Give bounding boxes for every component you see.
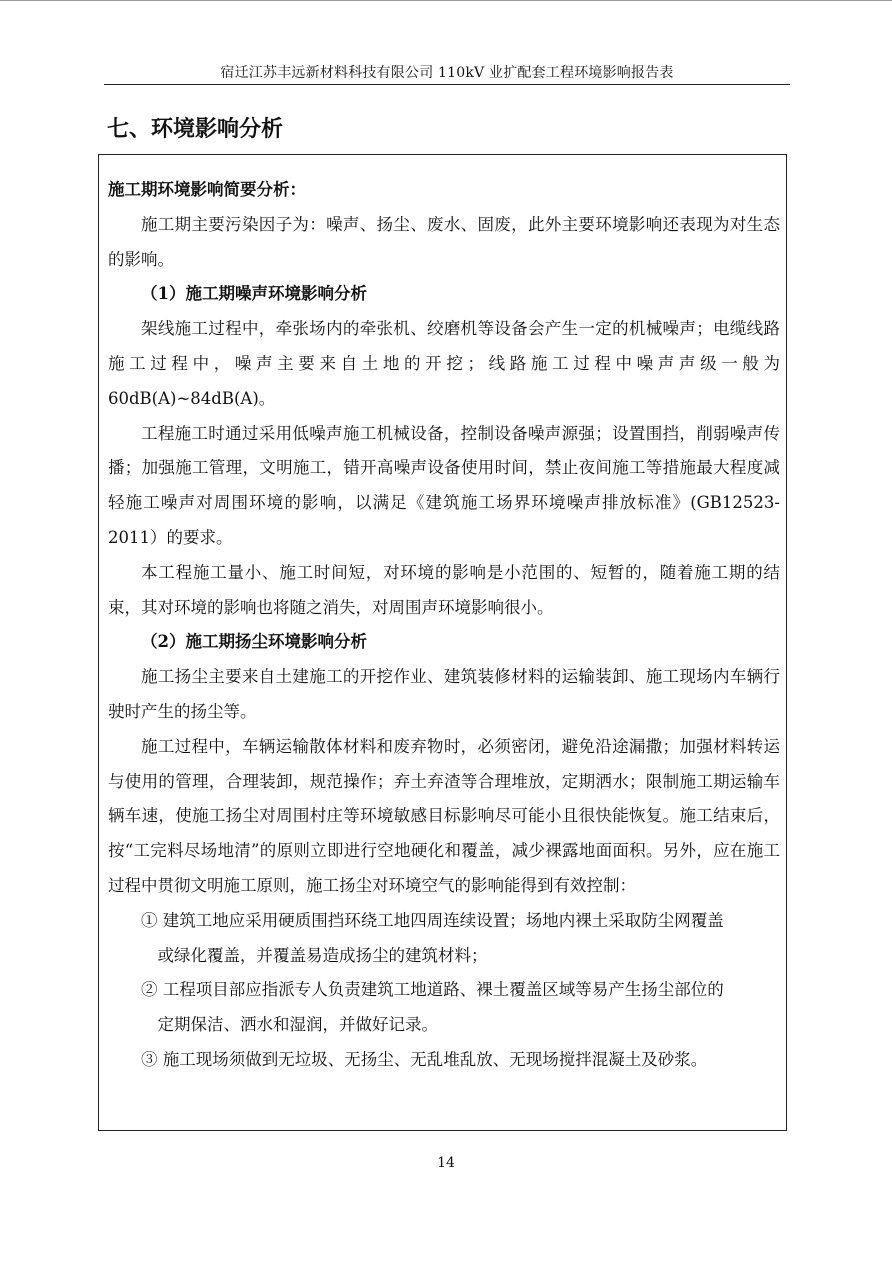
intro-paragraph: 施工期主要污染因子为：噪声、扬尘、废水、固废，此外主要环境影响还表现为对生态的影响。 [108,214,780,269]
dust-paragraph-2: 施工过程中，车辆运输散体材料和废弃物时，必须密闭，避免沿途漏撒；加强材料转运与使用的管理，合理装卸，规范操作；弃土弃渣等合理堆放，定期洒水；限制施工期运输车辆车速，使施工扬尘对周围村庄等环境敏感目标影响尽可能小且很快能恢复。施工结束后，按“工完料尽场地清”的原则立即进行空地硬化和覆盖，减少裸露地面面积。另外，应在施工过程中贯彻文明施工原则，施工扬尘对环境空气的影响能得到有效控制： [108,736,780,895]
running-header: 宿迁江苏丰远新材料科技有限公司 110kV 业扩配套工程环境影响报告表 [220,65,674,81]
page-top-border [0,0,892,1]
header-rule [104,84,790,85]
list-item [108,904,780,974]
noise-paragraph-3: 本工程施工量小、施工时间短，对环境的影响是小范围的、短暂的，随着施工期的结束，其对环境的影响也将随之消失，对周围声环境影响很小。 [108,562,780,617]
page-number: 14 [437,1155,455,1171]
box-heading: 施工期环境影响简要分析： [108,180,306,199]
dust-subheading: （2）施工期扬尘环境影响分析 [141,632,367,652]
list-item-line-1: ② 工程项目部应指派专人负责建筑工地道路、裸土覆盖区域等易产生扬尘部位的 [141,980,724,1000]
analysis-box [98,154,787,1131]
list-item-line-2: 或绿化覆盖，并覆盖易造成扬尘的建筑材料； [157,945,488,965]
noise-paragraph-2: 工程施工时通过采用低噪声施工机械设备，控制设备噪声源强；设置围挡，削弱噪声传播；加强施工管理，文明施工，错开高噪声设备使用时间，禁止夜间施工等措施最大程度减轻施工噪声对周围环境的影响，以满足《建筑施工场界环境噪声排放标准》(GB12523-2011）的要求。 [108,423,780,547]
list-item [108,1043,780,1078]
list-item-line-2: 定期保洁、洒水和湿润，并做好记录。 [157,1015,438,1035]
list-item-line-1: ① 建筑工地应采用硬质围挡环绕工地四周连续设置；场地内裸土采取防尘网覆盖 [141,910,724,930]
section-title: 七、环境影响分析 [107,117,284,142]
list-item-line-1: ③ 施工现场须做到无垃圾、无扬尘、无乱堆乱放、无现场搅拌混凝土及砂浆。 [141,1049,708,1069]
analysis-content [108,173,780,1078]
noise-paragraph-1: 架线施工过程中，牵张场内的牵张机、绞磨机等设备会产生一定的机械噪声；电缆线路施工过程中，噪声主要来自土地的开挖；线路施工过程中噪声声级一般为 60dB(A)~84dB(A)。 [108,319,780,408]
dust-paragraph-1: 施工扬尘主要来自土建施工的开挖作业、建筑装修材料的运输装卸、施工现场内车辆行驶时产生的扬尘等。 [108,667,780,721]
list-item [108,973,780,1043]
noise-subheading: （1）施工期噪声环境影响分析 [141,284,367,304]
